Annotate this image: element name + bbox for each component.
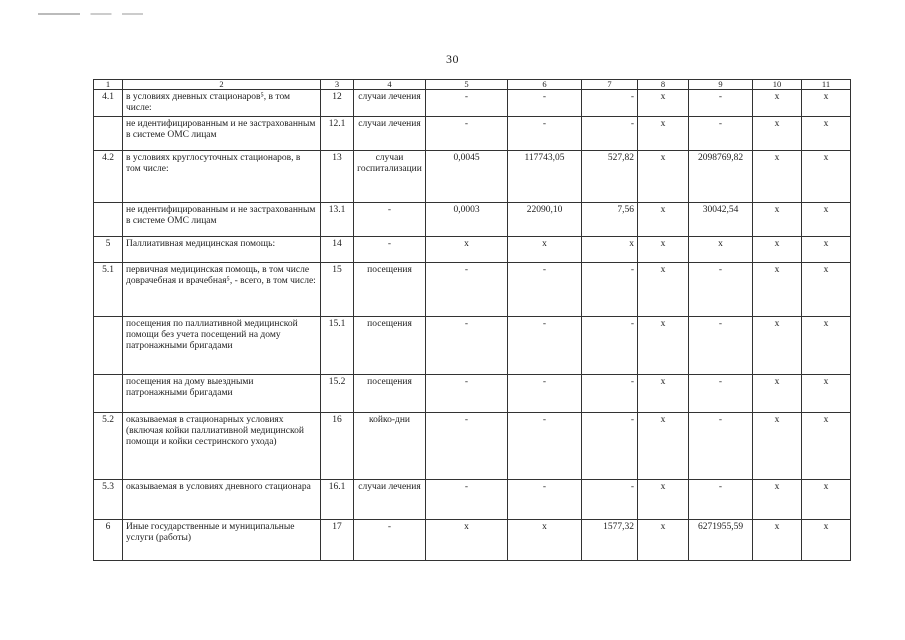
unit-cell: случаи лечения: [354, 90, 426, 117]
header-cell: 1: [94, 80, 123, 90]
row-name-cell: в условиях дневных стационаров⁵, в том числе:: [123, 90, 321, 117]
value-cell-6: -: [508, 117, 582, 151]
value-cell-11: х: [802, 263, 851, 317]
row-number-cell: 4.1: [94, 90, 123, 117]
scan-artifact: [38, 13, 143, 15]
value-cell-10: х: [753, 203, 802, 237]
value-cell-11: х: [802, 90, 851, 117]
value-cell-5: 0,0003: [426, 203, 508, 237]
value-cell-8: х: [638, 117, 689, 151]
value-cell-9: 30042,54: [689, 203, 753, 237]
header-cell: 7: [582, 80, 638, 90]
header-cell: 3: [321, 80, 354, 90]
header-cell: 2: [123, 80, 321, 90]
value-cell-8: х: [638, 237, 689, 263]
row-name-cell: оказываемая в стационарных условиях (включая койки паллиативной медицинской помощи и койки сестринского ухода): [123, 413, 321, 480]
row-code-cell: 16.1: [321, 480, 354, 520]
value-cell-10: х: [753, 237, 802, 263]
value-cell-8: х: [638, 263, 689, 317]
header-cell: 10: [753, 80, 802, 90]
value-cell-7: -: [582, 480, 638, 520]
value-cell-9: 2098769,82: [689, 151, 753, 203]
row-number-cell: [94, 375, 123, 413]
row-name-cell: Иные государственные и муниципальные услуги (работы): [123, 520, 321, 561]
value-cell-10: х: [753, 375, 802, 413]
value-cell-6: х: [508, 237, 582, 263]
value-cell-5: -: [426, 90, 508, 117]
value-cell-7: -: [582, 317, 638, 375]
value-cell-11: х: [802, 520, 851, 561]
value-cell-10: х: [753, 413, 802, 480]
row-code-cell: 15.1: [321, 317, 354, 375]
table-row: [94, 237, 851, 263]
value-cell-6: -: [508, 480, 582, 520]
row-number-cell: 5.2: [94, 413, 123, 480]
table-row: [94, 413, 851, 480]
value-cell-7: 527,82: [582, 151, 638, 203]
row-code-cell: 15: [321, 263, 354, 317]
row-number-cell: [94, 203, 123, 237]
value-cell-9: 6271955,59: [689, 520, 753, 561]
row-number-cell: [94, 117, 123, 151]
value-cell-6: 22090,10: [508, 203, 582, 237]
row-code-cell: 13: [321, 151, 354, 203]
value-cell-6: -: [508, 263, 582, 317]
value-cell-8: х: [638, 151, 689, 203]
value-cell-9: -: [689, 375, 753, 413]
header-cell: 11: [802, 80, 851, 90]
value-cell-5: -: [426, 375, 508, 413]
value-cell-5: -: [426, 317, 508, 375]
value-cell-7: х: [582, 237, 638, 263]
header-cell: 9: [689, 80, 753, 90]
row-name-cell: первичная медицинская помощь, в том числе доврачебная и врачебная⁵, - всего, в том числе:: [123, 263, 321, 317]
value-cell-5: -: [426, 117, 508, 151]
unit-cell: койко-дни: [354, 413, 426, 480]
row-name-cell: не идентифицированным и не застрахованным в системе ОМС лицам: [123, 203, 321, 237]
value-cell-6: -: [508, 413, 582, 480]
value-cell-11: х: [802, 203, 851, 237]
value-cell-8: х: [638, 375, 689, 413]
unit-cell: случаи лечения: [354, 480, 426, 520]
row-code-cell: 16: [321, 413, 354, 480]
value-cell-11: х: [802, 237, 851, 263]
value-cell-5: 0,0045: [426, 151, 508, 203]
value-cell-10: х: [753, 263, 802, 317]
data-table: [93, 79, 851, 561]
value-cell-9: -: [689, 413, 753, 480]
table-row: [94, 117, 851, 151]
table-row: [94, 151, 851, 203]
value-cell-8: х: [638, 413, 689, 480]
table-row: [94, 263, 851, 317]
value-cell-10: х: [753, 151, 802, 203]
unit-cell: случаи госпитализации: [354, 151, 426, 203]
unit-cell: -: [354, 203, 426, 237]
value-cell-6: -: [508, 90, 582, 117]
value-cell-8: х: [638, 520, 689, 561]
value-cell-5: -: [426, 263, 508, 317]
value-cell-11: х: [802, 480, 851, 520]
row-code-cell: 12.1: [321, 117, 354, 151]
value-cell-10: х: [753, 520, 802, 561]
unit-cell: посещения: [354, 317, 426, 375]
value-cell-9: -: [689, 317, 753, 375]
value-cell-11: х: [802, 117, 851, 151]
value-cell-10: х: [753, 480, 802, 520]
row-name-cell: посещения на дому выездными патронажными бригадами: [123, 375, 321, 413]
value-cell-9: -: [689, 90, 753, 117]
row-name-cell: не идентифицированным и не застрахованным в системе ОМС лицам: [123, 117, 321, 151]
value-cell-6: -: [508, 317, 582, 375]
value-cell-5: х: [426, 520, 508, 561]
unit-cell: -: [354, 237, 426, 263]
value-cell-7: -: [582, 413, 638, 480]
header-cell: 5: [426, 80, 508, 90]
table-row: [94, 90, 851, 117]
header-cell: 4: [354, 80, 426, 90]
row-number-cell: 6: [94, 520, 123, 561]
row-name-cell: оказываемая в условиях дневного стационара: [123, 480, 321, 520]
value-cell-9: -: [689, 263, 753, 317]
row-number-cell: 5.3: [94, 480, 123, 520]
table-row: [94, 480, 851, 520]
value-cell-9: -: [689, 117, 753, 151]
row-code-cell: 14: [321, 237, 354, 263]
value-cell-5: х: [426, 237, 508, 263]
value-cell-6: -: [508, 375, 582, 413]
table-header-row: [94, 80, 851, 90]
row-number-cell: 5: [94, 237, 123, 263]
value-cell-6: 117743,05: [508, 151, 582, 203]
row-number-cell: [94, 317, 123, 375]
value-cell-9: х: [689, 237, 753, 263]
value-cell-7: -: [582, 375, 638, 413]
value-cell-7: -: [582, 263, 638, 317]
value-cell-8: х: [638, 90, 689, 117]
row-number-cell: 5.1: [94, 263, 123, 317]
header-cell: 6: [508, 80, 582, 90]
unit-cell: посещения: [354, 263, 426, 317]
row-name-cell: Паллиативная медицинская помощь:: [123, 237, 321, 263]
table-row: [94, 203, 851, 237]
value-cell-11: х: [802, 375, 851, 413]
row-name-cell: в условиях круглосуточных стационаров, в том числе:: [123, 151, 321, 203]
value-cell-6: х: [508, 520, 582, 561]
value-cell-11: х: [802, 413, 851, 480]
value-cell-7: -: [582, 90, 638, 117]
value-cell-5: -: [426, 480, 508, 520]
value-cell-8: х: [638, 480, 689, 520]
value-cell-10: х: [753, 90, 802, 117]
row-name-cell: посещения по паллиативной медицинской помощи без учета посещений на дому патронажными бригадами: [123, 317, 321, 375]
header-cell: 8: [638, 80, 689, 90]
value-cell-10: х: [753, 317, 802, 375]
value-cell-10: х: [753, 117, 802, 151]
value-cell-11: х: [802, 317, 851, 375]
value-cell-7: 7,56: [582, 203, 638, 237]
row-code-cell: 15.2: [321, 375, 354, 413]
table-body: [94, 90, 851, 561]
value-cell-11: х: [802, 151, 851, 203]
unit-cell: -: [354, 520, 426, 561]
row-code-cell: 13.1: [321, 203, 354, 237]
value-cell-9: -: [689, 480, 753, 520]
table-row: [94, 317, 851, 375]
table-row: [94, 520, 851, 561]
unit-cell: посещения: [354, 375, 426, 413]
row-code-cell: 12: [321, 90, 354, 117]
page-number: 30: [446, 52, 459, 66]
value-cell-5: -: [426, 413, 508, 480]
value-cell-8: х: [638, 317, 689, 375]
value-cell-7: -: [582, 117, 638, 151]
unit-cell: случаи лечения: [354, 117, 426, 151]
table-row: [94, 375, 851, 413]
row-number-cell: 4.2: [94, 151, 123, 203]
row-code-cell: 17: [321, 520, 354, 561]
value-cell-8: х: [638, 203, 689, 237]
value-cell-7: 1577,32: [582, 520, 638, 561]
